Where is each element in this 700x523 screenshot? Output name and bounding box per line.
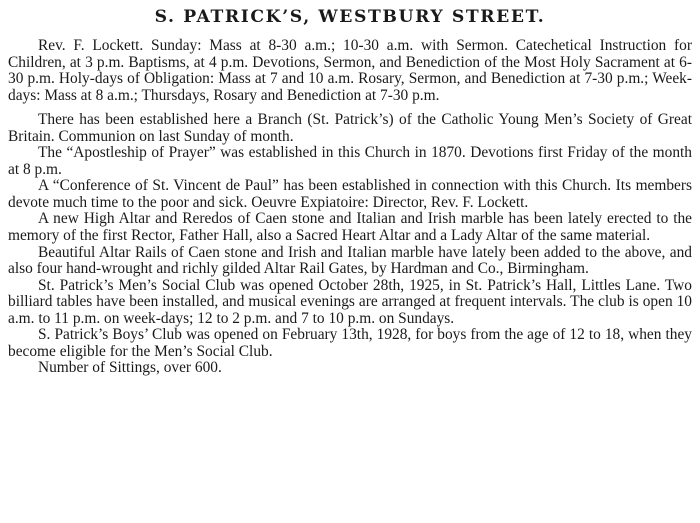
apostleship-of-prayer-paragraph: The “Apostleship of Prayer” was established in this Church in 1870. Devotions first Friday of the month at 8 p.m. (8, 144, 692, 178)
document-page (8, 5, 692, 519)
boys-club-paragraph: S. Patrick’s Boys’ Club was opened on February 13th, 1928, for boys from the age of 12 to 18, when they become eligible for the Men’s Social Club. (8, 326, 692, 360)
services-schedule-paragraph: Rev. F. Lockett. Sunday: Mass at 8-30 a.m.; 10-30 a.m. with Sermon. Catechetical Instruction for Children, at 3 p.m. Baptisms, at 4 p.m. Devotions, Sermon, and Benediction of the Most Holy Sacrament at 6-30 p.m. Holy-days of Obligation: Mass at 7 and 10 a.m. Rosary, Sermon, and Benediction at 7-30 p.m.; Week-days: Mass at 8 a.m.; Thursdays, Rosary and Benediction at 7-30 p.m. (8, 37, 692, 104)
vincent-de-paul-paragraph: A “Conference of St. Vincent de Paul” has been established in connection with this Church. Its members devote much time to the poor and sick. Oeuvre Expiatoire: Director, Rev. F. Lockett. (8, 177, 692, 211)
altar-rails-paragraph: Beautiful Altar Rails of Caen stone and Irish and Italian marble have lately been added to the above, and also four hand-wrought and richly gilded Altar Rail Gates, by Hardman and Co., Birmingham. (8, 243, 692, 278)
number-of-sittings-paragraph: Number of Sittings, over 600. (38, 359, 222, 377)
mens-social-club-paragraph: St. Patrick’s Men’s Social Club was opened October 28th, 1925, in St. Patrick’s Hall, Littles Lane. Two billiard tables have been installed, and musical evenings are arranged at frequent intervals. The club is open 10 a.m. to 11 p.m. on week-days; 12 to 2 p.m. and 7 to 10 p.m. on Sundays. (8, 276, 692, 327)
church-heading: S. PATRICK’S, WESTBURY STREET. (154, 7, 546, 27)
young-mens-society-paragraph: There has been established here a Branch (St. Patrick’s) of the Catholic Young Men’s Society of Great Britain. Communion on last Sunday of month. (8, 111, 692, 145)
high-altar-paragraph: A new High Altar and Reredos of Caen stone and Italian and Irish marble has been lately erected to the memory of the first Rector, Father Hall, also a Sacred Heart Altar and a Lady Altar of the same material. (8, 210, 692, 245)
